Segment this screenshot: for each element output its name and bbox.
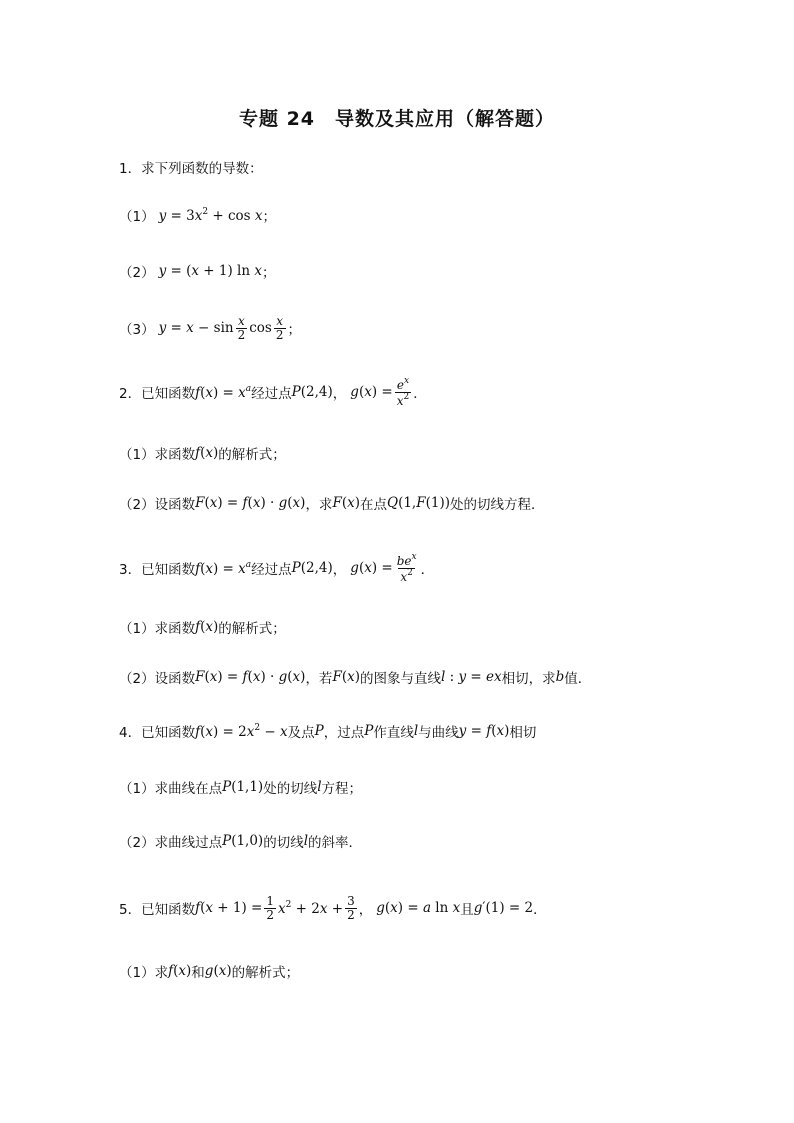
page-title: 专题 24 导数及其应用（解答题）	[238, 108, 556, 130]
part-label: （2）	[119, 835, 155, 851]
formula: f(x)	[195, 619, 219, 635]
part-label: （2）	[119, 265, 155, 281]
text: ，	[358, 902, 373, 918]
question-4-part-1	[119, 772, 362, 802]
part-label: （1）	[119, 621, 155, 637]
part-label: （1）	[119, 447, 155, 463]
formula: g(x)	[204, 963, 232, 979]
question-5-stem	[119, 888, 547, 928]
question-3-stem	[119, 550, 434, 586]
formula: P(2,4)	[291, 560, 333, 576]
formula: F(x) = f(x) · g(x)	[195, 495, 306, 511]
text: ，若	[305, 671, 333, 687]
text: 求曲线在点	[154, 781, 223, 797]
question-1-part-1	[119, 200, 276, 230]
part-label: （3）	[119, 322, 155, 338]
formula: b	[555, 669, 565, 685]
part-label: （1）	[119, 209, 155, 225]
fraction: $\frac{x}{2}$	[237, 313, 246, 342]
formula: $y = 3x^2 + \cos x$	[158, 206, 263, 224]
text: 3．已知函数	[119, 562, 196, 578]
formula: l : y = ex	[441, 669, 502, 685]
question-3-part-1	[119, 612, 286, 642]
formula: P	[314, 723, 324, 739]
text: 相切，求	[501, 671, 556, 687]
question-4-part-2	[119, 826, 362, 856]
formula: F(x)	[332, 495, 360, 511]
text: 相切	[509, 725, 537, 741]
question-2-stem	[119, 374, 427, 410]
part-label: （1）	[119, 781, 155, 797]
text: 及点	[287, 725, 315, 741]
formula: f(x)	[195, 445, 219, 461]
formula: Q(1,F(1))	[387, 495, 450, 511]
fraction: $\frac{x}{2}$	[275, 313, 284, 342]
fraction: $\frac{3}{2}$	[347, 893, 355, 922]
text: 求函数	[154, 447, 196, 463]
part-label: （2）	[119, 671, 155, 687]
formula: F(x)	[332, 669, 360, 685]
text: 求函数	[154, 621, 196, 637]
text: 与曲线	[418, 725, 459, 741]
formula: $f(x) = x^a$	[195, 559, 252, 577]
text: 的解析式；	[231, 965, 300, 981]
formula: l	[317, 779, 322, 795]
formula: g(x) =	[350, 384, 393, 400]
formula: P(1,1)	[222, 779, 264, 795]
fraction: $\frac{1}{2}$	[266, 893, 274, 922]
text: 设函数	[154, 671, 196, 687]
formula: $f(x) = x^a$	[195, 383, 252, 401]
text: 作直线	[373, 725, 414, 741]
formula: y = f(x)	[458, 723, 510, 739]
text: ，	[332, 386, 347, 402]
question-2-part-2	[119, 488, 545, 518]
formula: g(x) =	[350, 560, 393, 576]
formula: g(x) = a ln x	[376, 900, 461, 916]
question-3-part-2	[119, 662, 591, 692]
text: 的图象与直线	[360, 671, 441, 687]
formula: F(x) = f(x) · g(x)	[195, 669, 306, 685]
punct: ；	[262, 265, 276, 281]
text: 设函数	[154, 497, 196, 513]
text: 4．已知函数	[119, 725, 196, 741]
text: 5．已知函数	[119, 902, 196, 918]
part-label: （2）	[119, 497, 155, 513]
text: 求曲线过点	[154, 835, 223, 851]
text: 的解析式；	[218, 447, 286, 463]
text: 方程；	[321, 781, 363, 797]
text: ，	[332, 562, 347, 578]
text: 的解析式；	[218, 621, 286, 637]
fraction: $\frac{be^x}{x^2}$	[396, 551, 417, 584]
formula: g′(1) = 2	[473, 900, 534, 916]
text: 处的切线方程．	[450, 497, 545, 513]
text: 且	[460, 902, 474, 918]
formula: P(2,4)	[291, 384, 333, 400]
text: 值．	[564, 671, 592, 687]
question-1-stem	[119, 152, 263, 182]
formula: $x^2 + 2x$ +	[278, 899, 344, 917]
text: ，过点	[323, 725, 365, 741]
question-1-part-3: （3） y = x − sin $\frac{x}{2}$ cos $\frac{x}{2}$ ；	[119, 313, 301, 342]
text: 求	[154, 965, 169, 981]
part-label: （1）	[119, 965, 155, 981]
text: 的切线	[263, 835, 304, 851]
formula: l	[413, 723, 419, 739]
question-2-part-1	[119, 438, 286, 468]
text: 和	[191, 965, 205, 981]
formula: $f(x) = 2x^2 - x$	[195, 722, 288, 740]
punct: ．	[420, 562, 435, 578]
text: 经过点	[251, 562, 292, 578]
formula: f(x + 1) =	[195, 900, 263, 916]
punct: ．	[413, 386, 427, 402]
question-1-part-2	[119, 256, 276, 286]
text: 处的切线	[263, 781, 318, 797]
punct: ．	[533, 902, 547, 918]
q1-stem-text: 1．求下列函数的导数：	[119, 161, 263, 177]
formula: y = (x + 1) ln x	[158, 263, 262, 279]
text: 2．已知函数	[119, 386, 196, 402]
text: 在点	[360, 497, 387, 513]
text: 的斜率．	[308, 835, 363, 851]
text: ，求	[305, 497, 333, 513]
punct: ；	[262, 209, 277, 225]
formula: P(1,0)	[222, 833, 264, 849]
formula: y = x − sin	[158, 320, 234, 336]
question-5-part-1	[119, 956, 299, 986]
formula: l	[303, 833, 309, 849]
fraction: $\frac{e^x}{x^2}$	[396, 375, 410, 408]
question-4-stem	[119, 716, 536, 746]
formula: f(x)	[168, 963, 192, 979]
punct: ；	[287, 322, 301, 338]
formula: P	[364, 723, 374, 739]
text: 经过点	[251, 386, 292, 402]
